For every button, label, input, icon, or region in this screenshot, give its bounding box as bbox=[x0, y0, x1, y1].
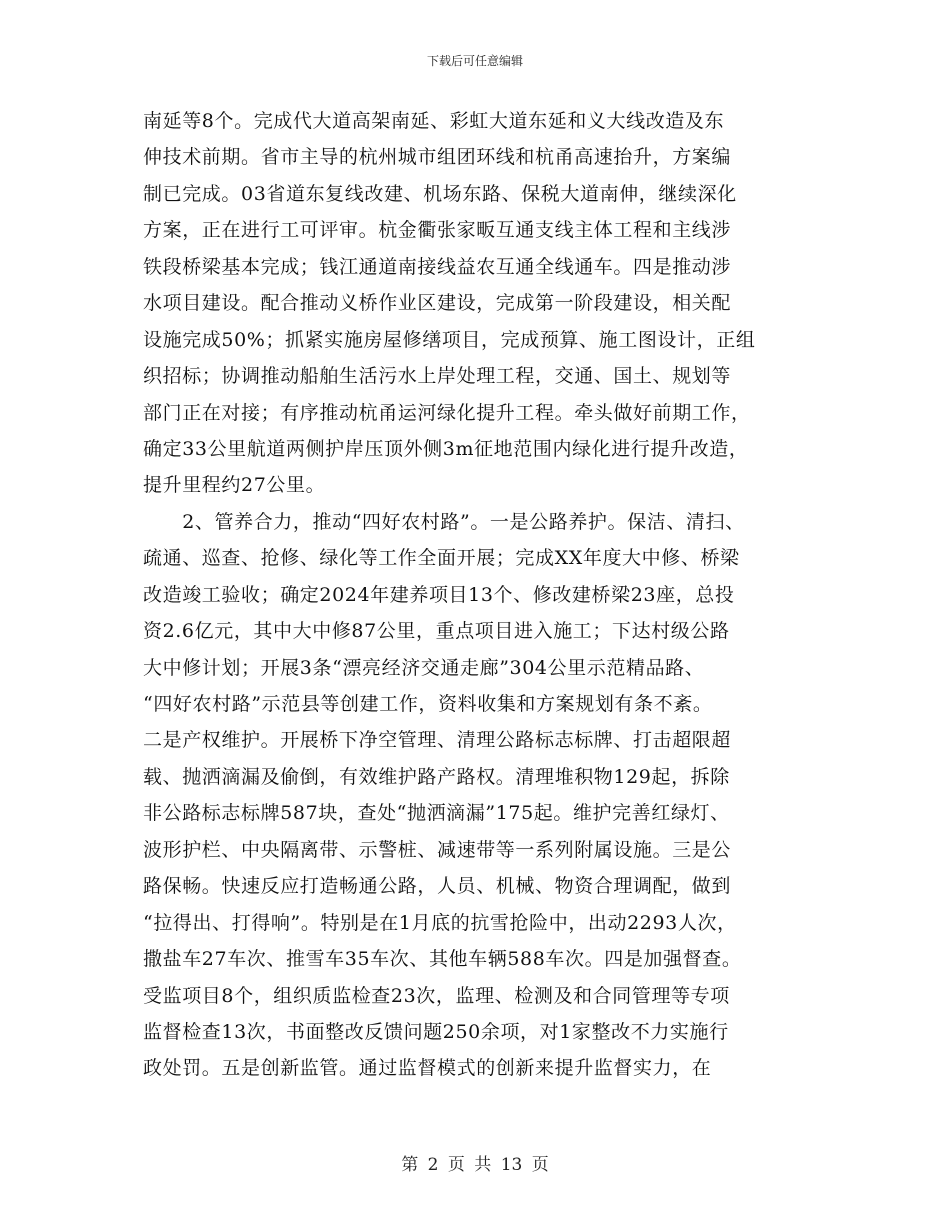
text-line: 载、抛洒滴漏及偷倒，有效维护路产路权。清理堆积物129起，拆除 bbox=[143, 765, 730, 788]
text-line: 方案，正在进行工可评审。杭金衢张家畈互通支线主体工程和主线涉 bbox=[143, 219, 732, 242]
text-line: 设施完成50%；抓紧实施房屋修缮项目，完成预算、施工图设计，正组 bbox=[143, 328, 756, 351]
document-body bbox=[143, 103, 833, 1087]
text-line: 改造竣工验收；确定2024年建养项目13个、修改建桥梁23座，总投 bbox=[143, 583, 735, 606]
text-line: 波形护栏、中央隔离带、示警桩、减速带等一系列附属设施。三是公 bbox=[143, 838, 732, 861]
text-line: 2、管养合力，推动“四好农村路”。一是公路养护。保洁、清扫、 bbox=[143, 510, 745, 533]
text-line: 资2.6亿元，其中大中修87公里，重点项目进入施工；下达村级公路 bbox=[143, 620, 730, 643]
text-line: 铁段桥梁基本完成；钱江通道南接线益农互通全线通车。四是推动涉 bbox=[143, 255, 732, 278]
text-line: 政处罚。五是创新监管。通过监督模式的创新来提升监督实力，在 bbox=[143, 1057, 712, 1080]
text-line: 确定33公里航道两侧护岸压顶外侧3m征地范围内绿化进行提升改造， bbox=[143, 437, 749, 460]
text-line: 二是产权维护。开展桥下净空管理、清理公路标志标牌、打击超限超 bbox=[143, 729, 732, 752]
text-line: 大中修计划；开展3条“漂亮经济交通走廊”304公里示范精品路、 bbox=[143, 656, 705, 679]
text-line: 受监项目8个，组织质监检查23次，监理、检测及和合同管理等专项 bbox=[143, 984, 730, 1007]
text-line: 部门正在对接；有序推动杭甬运河绿化提升工程。牵头做好前期工作， bbox=[143, 401, 751, 424]
text-line: 织招标；协调推动船舶生活污水上岸处理工程，交通、国土、规划等 bbox=[143, 365, 732, 388]
text-line: “拉得出、打得响”。特别是在1月底的抗雪抢险中，出动2293人次， bbox=[143, 911, 737, 934]
text-line: 制已完成。03省道东复线改建、机场东路、保税大道南伸，继续深化 bbox=[143, 182, 737, 205]
text-line: 撒盐车27车次、推雪车35车次、其他车辆588车次。四是加强督查。 bbox=[143, 948, 742, 971]
text-line: 监督检查13次，书面整改反馈问题250余项，对1家整改不力实施行 bbox=[143, 1020, 729, 1043]
text-line: 非公路标志标牌587块，查处“抛洒滴漏”175起。维护完善红绿灯、 bbox=[143, 802, 730, 825]
text-line: 提升里程约27公里。 bbox=[143, 474, 326, 497]
text-line: 路保畅。快速反应打造畅通公路，人员、机械、物资合理调配，做到 bbox=[143, 875, 732, 898]
text-line: 南延等8个。完成代大道高架南延、彩虹大道东延和义大线改造及东 bbox=[143, 110, 725, 132]
page-footer: 第 2 页 共 13 页 bbox=[401, 1155, 549, 1175]
text-line: 水项目建设。配合推动义桥作业区建设，完成第一阶段建设，相关配 bbox=[143, 292, 732, 315]
text-line: “四好农村路”示范县等创建工作，资料收集和方案规划有条不紊。 bbox=[143, 693, 713, 715]
text-line: 疏通、巡查、抢修、绿化等工作全面开展；完成XX年度大中修、桥梁 bbox=[143, 547, 740, 570]
page-header: 下载后可任意编辑 bbox=[426, 54, 523, 68]
text-line: 伸技术前期。省市主导的杭州城市组团环线和杭甬高速抬升，方案编 bbox=[143, 146, 732, 169]
